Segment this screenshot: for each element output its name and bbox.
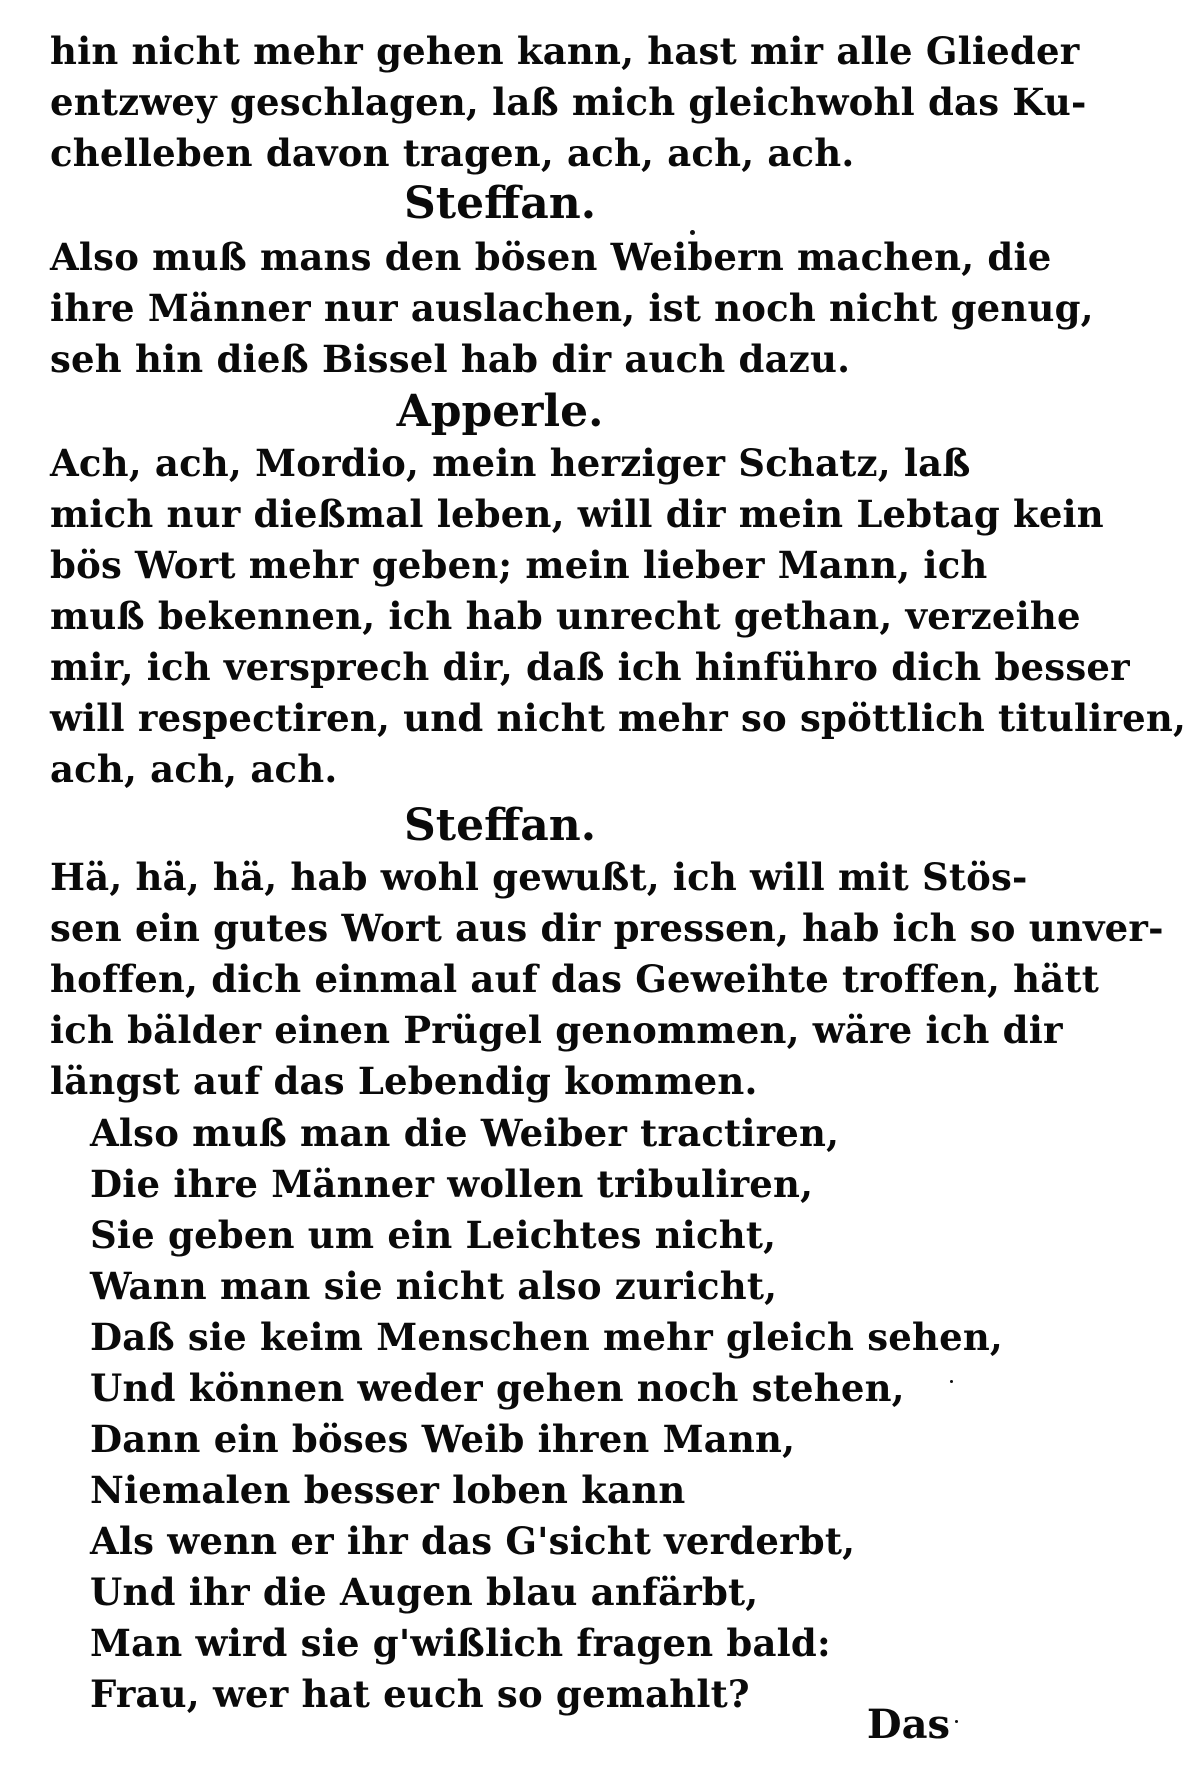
text-line: ich bälder einen Prügel genommen, wäre ich dir xyxy=(50,1008,1063,1052)
verse-line: Als wenn er ihr das G'sicht verderbt, xyxy=(90,1519,856,1563)
verse-line: Man wird sie g'wißlich fragen bald: xyxy=(90,1621,831,1665)
verse-line: Niemalen besser loben kann xyxy=(90,1468,686,1512)
paragraph-2 xyxy=(50,232,1094,385)
text-line: Also muß mans den bösen Weibern machen, die xyxy=(50,235,1052,279)
text-line: mich nur dießmal leben, will dir mein Lebtag kein xyxy=(50,492,1104,536)
text-line: hoffen, dich einmal auf das Geweihte troffen, hätt xyxy=(50,957,1099,1001)
ink-speck xyxy=(950,1380,953,1383)
paragraph-1 xyxy=(50,26,1087,179)
text-line: sen ein gutes Wort aus dir pressen, hab ich so unver- xyxy=(50,906,1164,950)
catchword: Das xyxy=(866,1701,950,1748)
text-line: will respectiren, und nicht mehr so spöttlich tituliren, xyxy=(50,696,1186,740)
ink-speck xyxy=(690,230,695,235)
text-line: ihre Männer nur auslachen, ist noch nicht genug, xyxy=(50,286,1094,330)
verse-line: Wann man sie nicht also zuricht, xyxy=(90,1264,778,1308)
speaker-heading: Apperle. xyxy=(396,386,604,437)
text-line: bös Wort mehr geben; mein lieber Mann, ich xyxy=(50,543,988,587)
verse-line: Sie geben um ein Leichtes nicht, xyxy=(90,1213,777,1257)
verse-line: Frau, wer hat euch so gemahlt? xyxy=(90,1672,750,1716)
verse-line: Also muß man die Weiber tractiren, xyxy=(90,1111,840,1155)
verse-block xyxy=(90,1108,1004,1720)
verse-line: Und können weder gehen noch stehen, xyxy=(90,1366,905,1410)
ink-speck xyxy=(955,1720,958,1723)
text-line: ach, ach, ach. xyxy=(50,747,338,791)
text-line: hin nicht mehr gehen kann, hast mir alle Glieder xyxy=(50,29,1080,73)
paragraph-4 xyxy=(50,852,1164,1107)
verse-line: Daß sie keim Menschen mehr gleich sehen, xyxy=(90,1315,1004,1359)
verse-line: Dann ein böses Weib ihren Mann, xyxy=(90,1417,796,1461)
text-line: muß bekennen, ich hab unrecht gethan, verzeihe xyxy=(50,594,1081,638)
text-line: längst auf das Lebendig kommen. xyxy=(50,1059,758,1103)
text-line: mir, ich versprech dir, daß ich hinführo dich besser xyxy=(50,645,1130,689)
verse-line: Und ihr die Augen blau anfärbt, xyxy=(90,1570,759,1614)
text-line: Ach, ach, Mordio, mein herziger Schatz, laß xyxy=(50,441,971,485)
speaker-heading: Steffan. xyxy=(403,178,597,229)
text-line: entzwey geschlagen, laß mich gleichwohl das Ku- xyxy=(50,80,1087,124)
verse-line: Die ihre Männer wollen tribuliren, xyxy=(90,1162,814,1206)
paragraph-3 xyxy=(50,438,1186,795)
text-line: Hä, hä, hä, hab wohl gewußt, ich will mit Stös- xyxy=(50,855,1028,899)
text-line: chelleben davon tragen, ach, ach, ach. xyxy=(50,131,855,175)
speaker-heading: Steffan. xyxy=(403,800,597,851)
text-line: seh hin dieß Bissel hab dir auch dazu. xyxy=(50,337,851,381)
